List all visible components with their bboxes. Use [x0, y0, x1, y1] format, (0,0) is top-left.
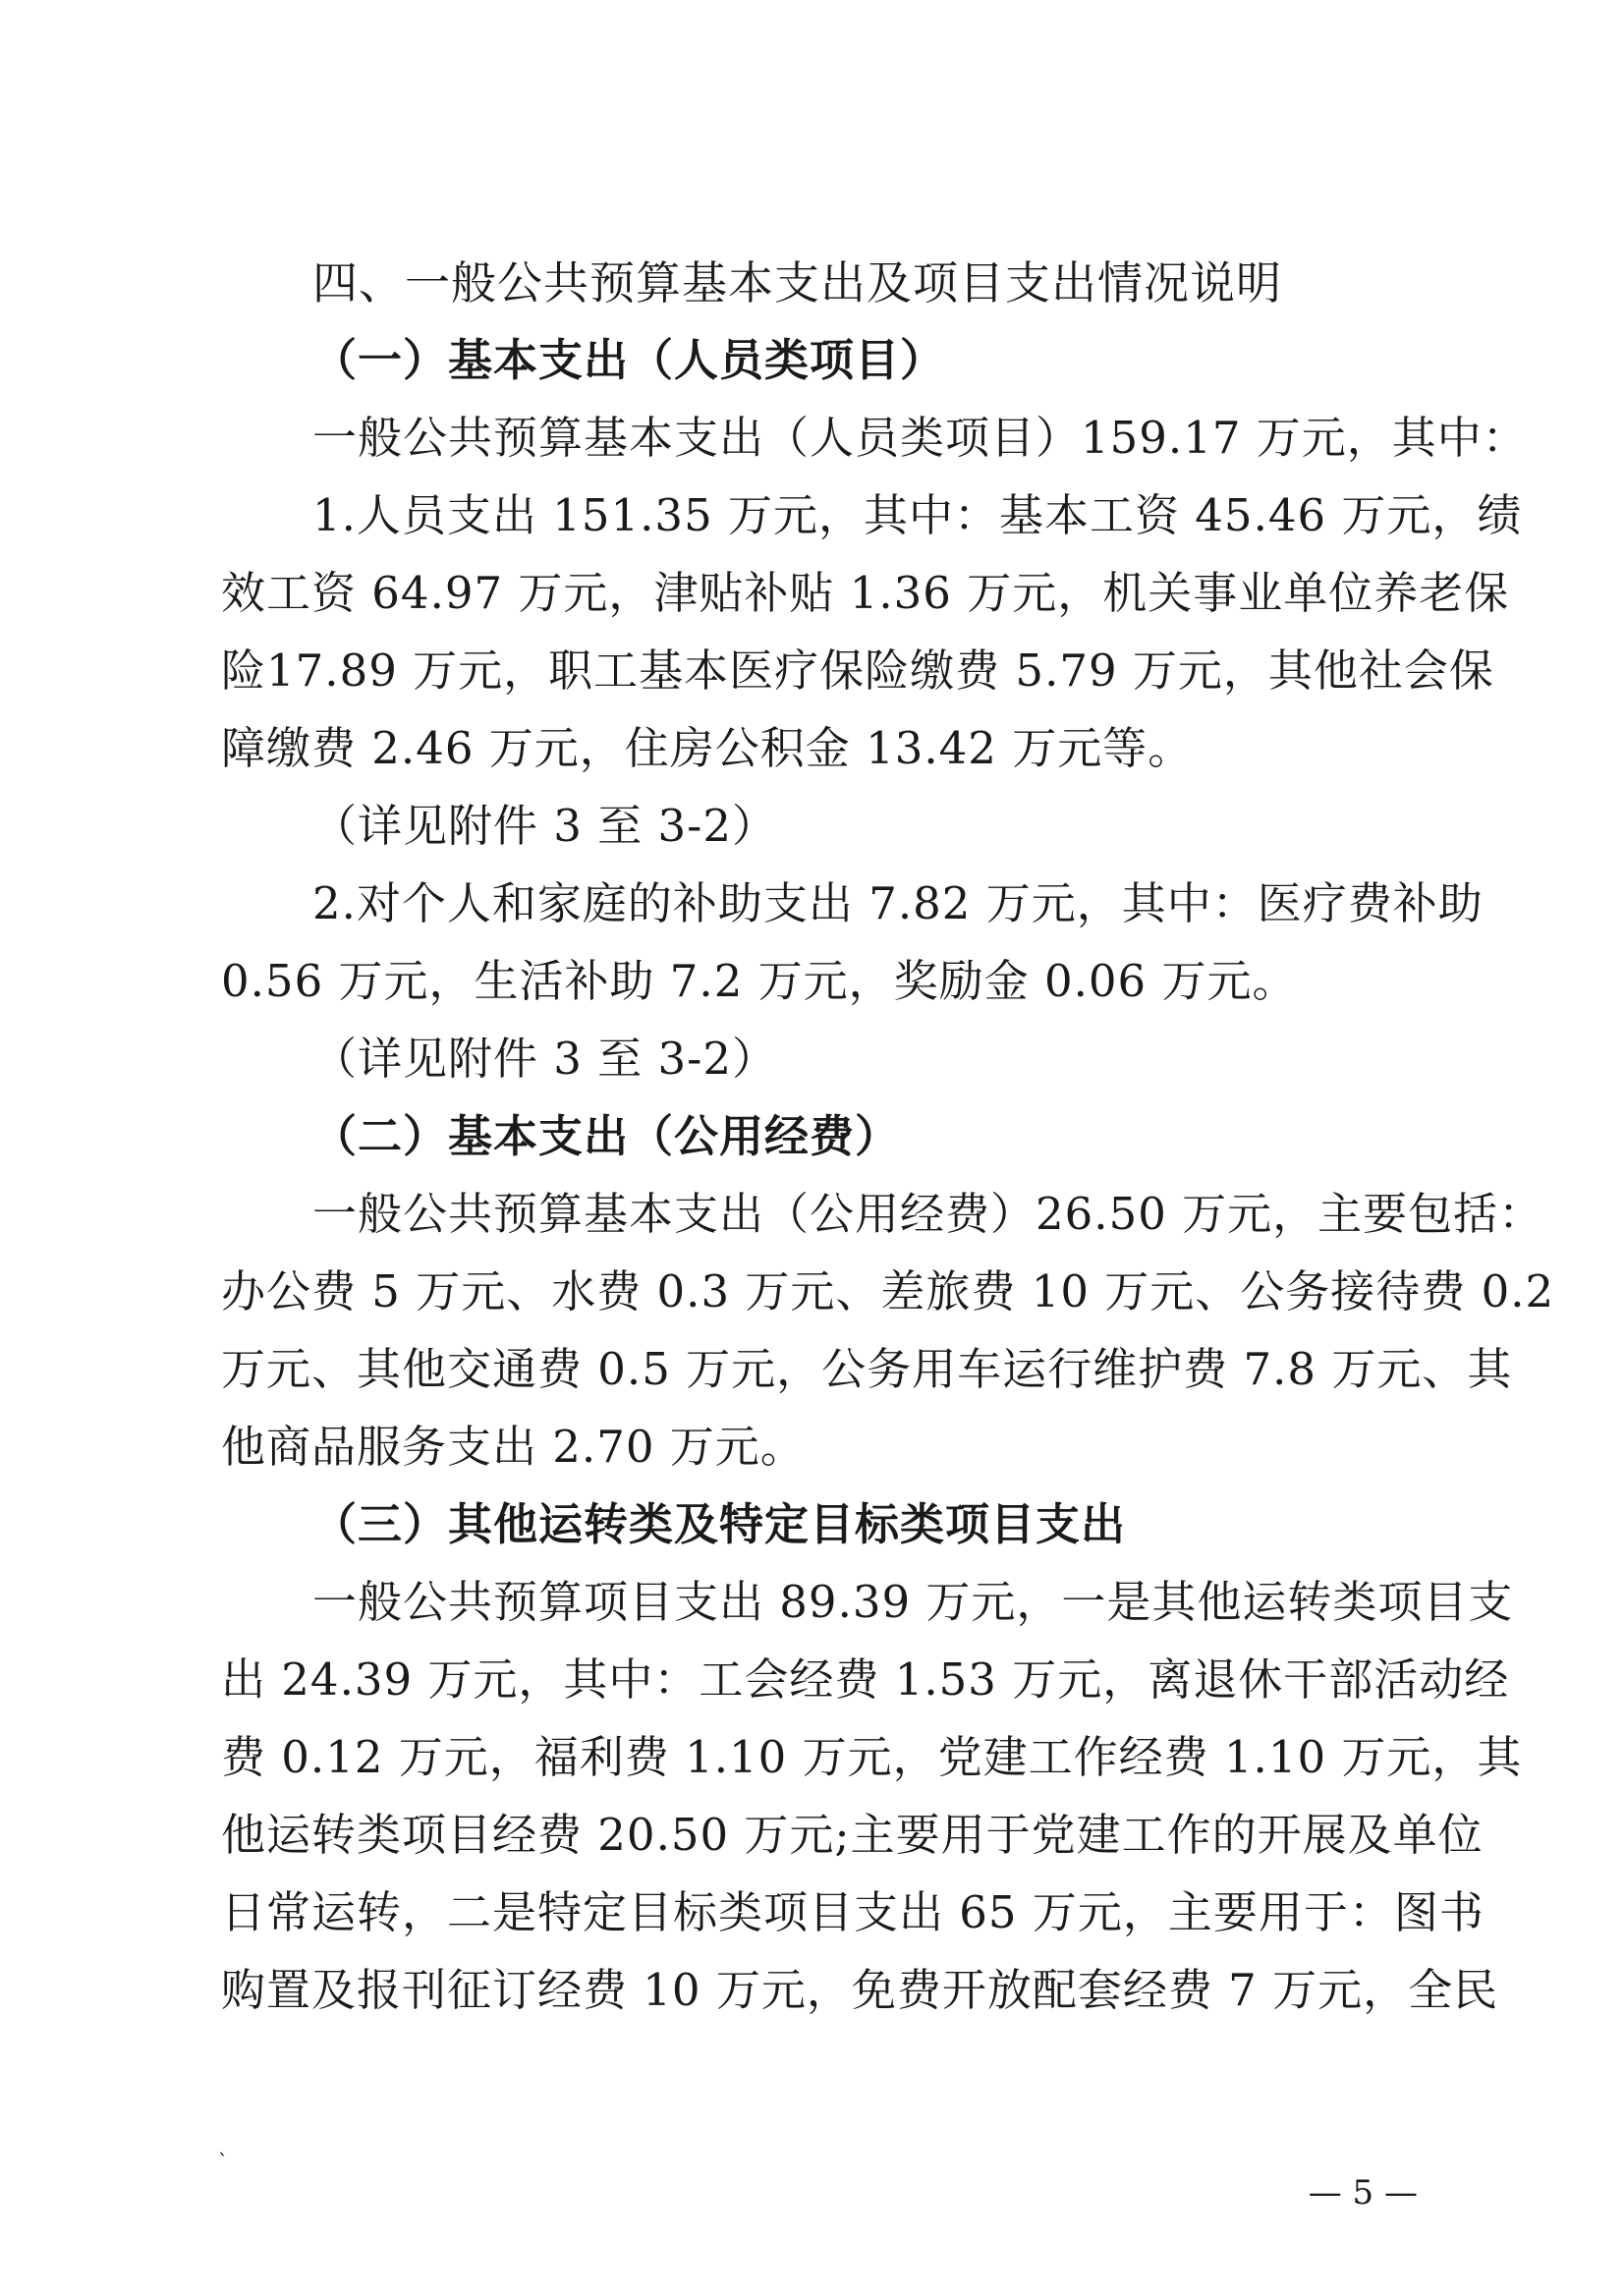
paragraph-line: 日常运转，二是特定目标类项目支出 65 万元，主要用于：图书	[221, 1886, 1484, 1938]
paragraph-line: 险17.89 万元，职工基本医疗保险缴费 5.79 万元，其他社会保	[221, 644, 1494, 697]
paragraph-line: 费 0.12 万元，福利费 1.10 万元，党建工作经费 1.10 万元，其	[221, 1731, 1523, 1783]
paragraph-line: 他运转类项目经费 20.50 万元;主要用于党建工作的开展及单位	[221, 1809, 1484, 1861]
page-number: — 5 —	[1308, 2173, 1418, 2212]
paragraph-line: 障缴费 2.46 万元，住房公积金 13.42 万元等。	[221, 722, 1194, 774]
attachment-note: （详见附件 3 至 3-2）	[312, 1033, 778, 1085]
subsection-heading-basic-personnel: （一）基本支出（人员类项目）	[312, 334, 946, 386]
paragraph-line: 0.56 万元，生活补助 7.2 万元，奖励金 0.06 万元。	[221, 955, 1298, 1007]
paragraph-line: 他商品服务支出 2.70 万元。	[221, 1421, 806, 1473]
footer-mark: `	[218, 2150, 228, 2173]
paragraph-line: 1.人员支出 151.35 万元，其中：基本工资 45.46 万元，绩	[312, 489, 1523, 541]
paragraph-line: 一般公共预算基本支出（公用经费）26.50 万元，主要包括：	[312, 1188, 1544, 1240]
section-heading: 四、一般公共预算基本支出及项目支出情况说明	[312, 256, 1282, 309]
paragraph-line: 办公费 5 万元、水费 0.3 万元、差旅费 10 万元、公务接待费 0.2	[221, 1265, 1555, 1317]
subsection-heading-project-expenditure: （三）其他运转类及特定目标类项目支出	[312, 1498, 1127, 1550]
paragraph-line: 出 24.39 万元，其中：工会经费 1.53 万元，离退休干部活动经	[221, 1653, 1510, 1706]
paragraph-line: 万元、其他交通费 0.5 万元，公务用车运行维护费 7.8 万元、其	[221, 1343, 1513, 1395]
subsection-heading-public-funds: （二）基本支出（公用经费）	[312, 1110, 901, 1162]
paragraph-line: 2.对个人和家庭的补助支出 7.82 万元，其中：医疗费补助	[312, 877, 1484, 929]
paragraph-line: 效工资 64.97 万元，津贴补贴 1.36 万元，机关事业单位养老保	[221, 567, 1510, 619]
paragraph-line: 一般公共预算基本支出（人员类项目）159.17 万元，其中：	[312, 412, 1528, 464]
paragraph-line: 购置及报刊征订经费 10 万元，免费开放配套经费 7 万元，全民	[221, 1964, 1499, 2016]
paragraph-line: 一般公共预算项目支出 89.39 万元，一是其他运转类项目支	[312, 1576, 1514, 1628]
attachment-note: （详见附件 3 至 3-2）	[312, 800, 778, 852]
